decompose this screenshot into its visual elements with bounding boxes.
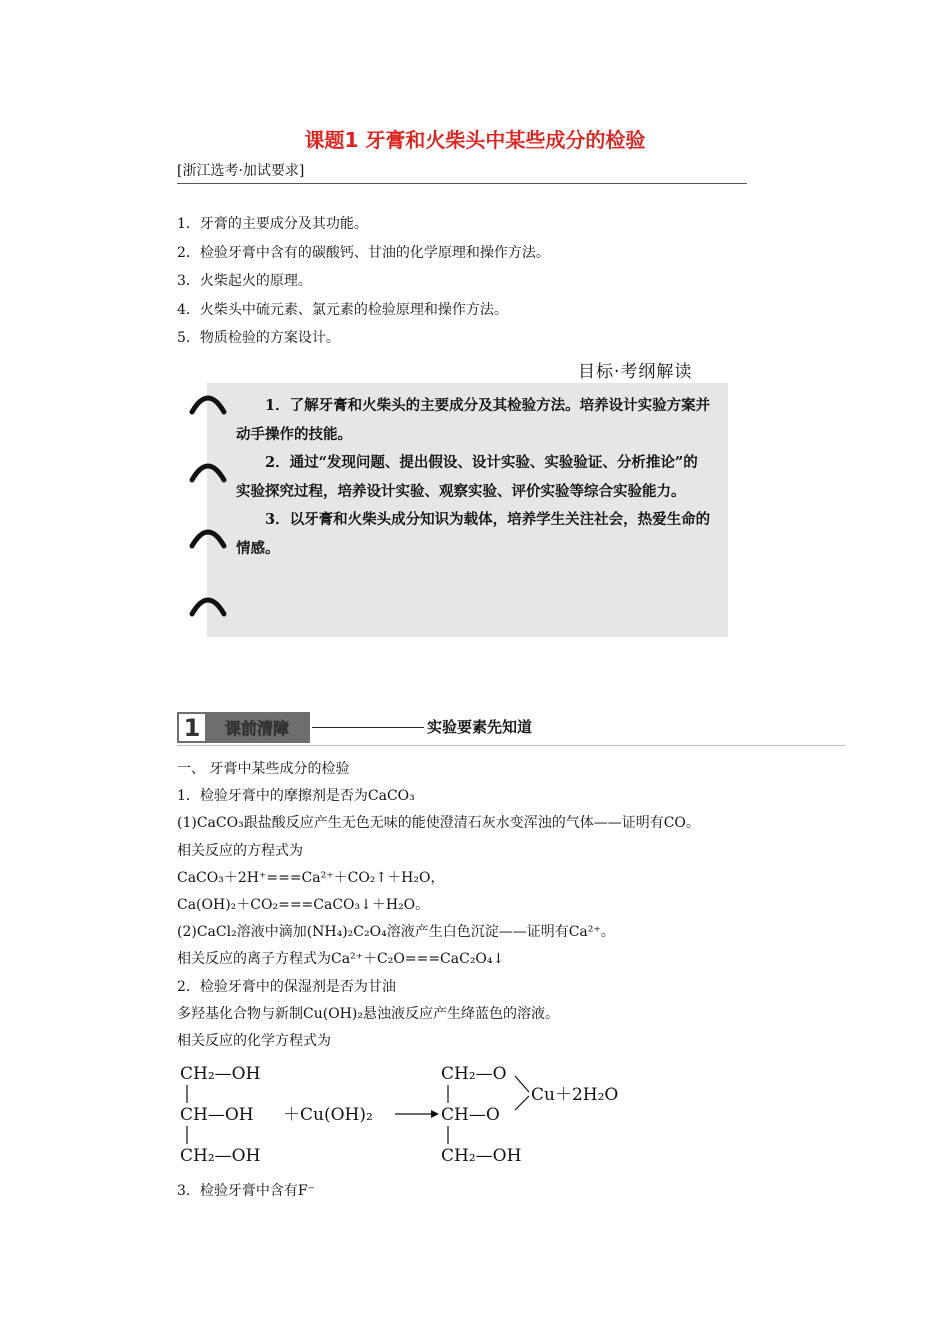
page-title: 课题1 牙膏和火柴头中某些成分的检验 [304, 128, 646, 152]
section-rule [177, 745, 845, 746]
body-text [177, 756, 700, 1055]
body-line: (2)CaCl₂溶液中滴加(NH₄)₂C₂O₄溶液产生白色沉淀——证明有Ca²⁺。 [177, 924, 615, 941]
requirement-label: [浙江选考·加试要求] [177, 163, 305, 179]
binder-ring-icon [188, 592, 228, 620]
equation-right-line: CH₂—O [441, 1064, 507, 1084]
section-line [312, 727, 424, 728]
requirement-list [177, 210, 550, 353]
list-item: 2．检验牙膏中含有的碳酸钙、甘油的化学原理和操作方法。 [177, 244, 550, 261]
body-line: 相关反应的化学方程式为 [177, 1033, 331, 1050]
goal-item: 3．以牙膏和火柴头成分知识为载体，培养学生关注社会，热爱生命的情感。 [236, 511, 711, 557]
goal-text [236, 392, 712, 563]
section-badge [177, 712, 310, 743]
body-line: 1．检验牙膏中的摩擦剂是否为CaCO₃ [177, 788, 415, 805]
list-item: 5．物质检验的方案设计。 [177, 330, 340, 346]
goal-heading: 目标·考纲解读 [578, 362, 693, 382]
body-line: 2．检验牙膏中的保湿剂是否为甘油 [177, 978, 396, 995]
equation-product: Cu＋2H₂O [531, 1085, 619, 1105]
list-item: 4．火柴头中硫元素、氯元素的检验原理和操作方法。 [177, 301, 508, 318]
body-line: 3．检验牙膏中含有F⁻ [177, 1183, 316, 1199]
binder-ring-icon [188, 524, 228, 552]
section-title: 实验要素先知道 [427, 718, 533, 736]
body-line: 一、 牙膏中某些成分的检验 [177, 761, 350, 777]
list-item: 1．牙膏的主要成分及其功能。 [177, 216, 368, 232]
section-badge-text: 课前清障 [224, 719, 290, 738]
goal-item: 1．了解牙膏和火柴头的主要成分及其检验方法。培养设计实验方案并动手操作的技能。 [236, 397, 711, 443]
body-line: (1)CaCO₃跟盐酸反应产生无色无味的能使澄清石灰水变浑浊的气体——证明有CO。 [177, 815, 700, 832]
body-line: Ca(OH)₂＋CO₂===CaCO₃↓＋H₂O。 [177, 897, 430, 914]
body-line: 相关反应的离子方程式为Ca²⁺＋C₂O===CaC₂O₄↓ [177, 951, 505, 968]
list-item: 3．火柴起火的原理。 [177, 273, 312, 289]
section-number: 1 [183, 714, 201, 742]
equation-right-line: CH—O [441, 1105, 500, 1125]
equation-right-line: CH₂—OH [441, 1146, 522, 1166]
body-line: CaCO₃＋2H⁺===Ca²⁺＋CO₂↑＋H₂O， [177, 869, 445, 886]
binder-ring-icon [188, 390, 228, 418]
goal-item: 2．通过“发现问题、提出假设、设计实验、实验验证、分析推论”的实验探究过程，培养设计实验、观察实验、评价实验等综合实验能力。 [236, 454, 698, 500]
body-line: 多羟基化合物与新制Cu(OH)₂悬浊液反应产生绛蓝色的溶液。 [177, 1005, 559, 1022]
equation-left-line: CH—OH [180, 1105, 254, 1125]
binder-ring-icon [188, 458, 228, 486]
glycerol-reaction-equation [177, 1062, 637, 1174]
dashed-divider [177, 183, 747, 184]
equation-left-line: CH₂—OH [180, 1146, 261, 1166]
equation-left-line: CH₂—OH [180, 1064, 261, 1084]
equation-reagent: ＋Cu(OH)₂ [283, 1105, 373, 1125]
body-line: 相关反应的方程式为 [177, 842, 303, 859]
